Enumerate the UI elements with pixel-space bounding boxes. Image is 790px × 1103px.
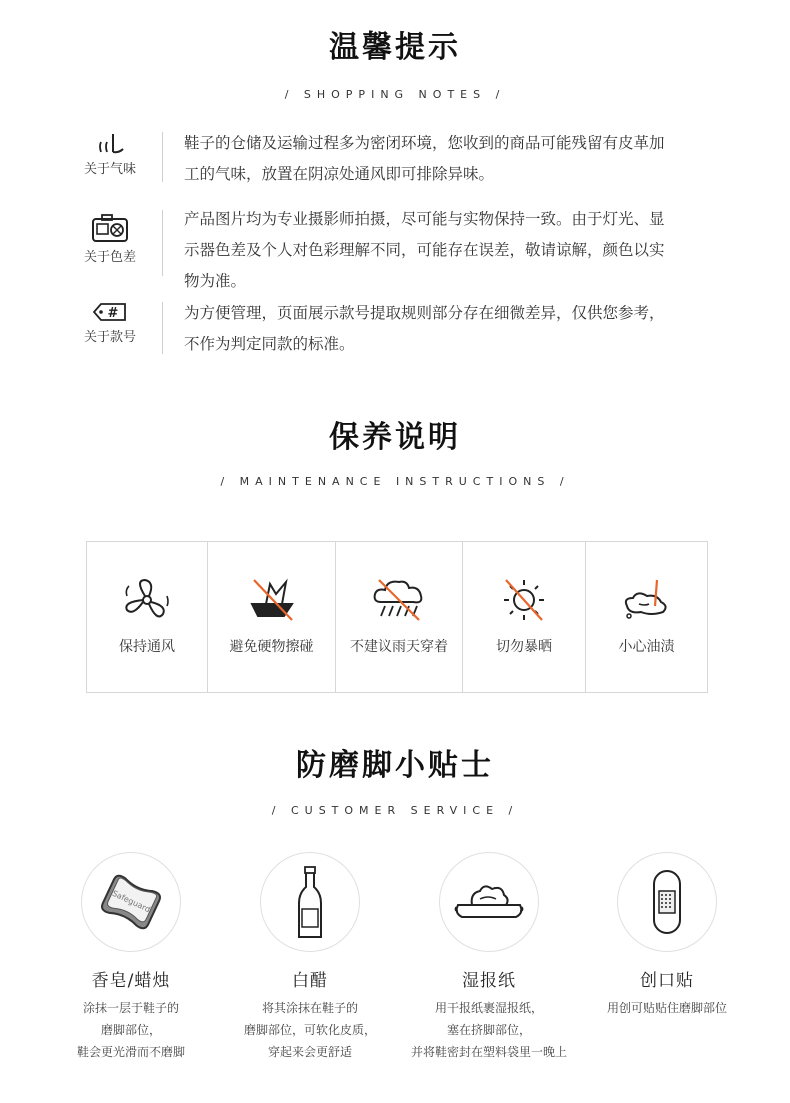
soap-icon (82, 853, 180, 951)
tip-desc: 将其涂抹在鞋子的 磨脚部位，可软化皮质， 穿起来会更舒适 (243, 1001, 376, 1059)
care-item-no-rain (336, 542, 463, 692)
note-label: 关于款号 (83, 330, 136, 345)
no-sun-icon (498, 576, 550, 624)
divider (162, 210, 163, 276)
tag-hash-text: # (107, 306, 119, 321)
fan-icon (121, 576, 173, 624)
note-label: 关于色差 (83, 250, 136, 265)
care-item-oil-stain (586, 542, 707, 692)
wet-paper-icon (440, 853, 538, 951)
tip-vinegar (210, 852, 410, 1063)
tips-subtitle: / CUSTOMER SERVICE / (271, 804, 519, 817)
tip-icon-circle (439, 852, 539, 952)
tip-wet-paper (389, 852, 589, 1063)
care-item-no-collision (208, 542, 336, 692)
oil-stain-icon (621, 576, 673, 624)
note-line: 工的气味，放置在阴凉处通风即可排除异味。 (184, 165, 495, 183)
tip-desc: 用干报纸裹湿报纸， 塞在挤脚部位， 并将鞋密封在塑料袋里一晚上 (410, 1001, 567, 1059)
care-label: 切勿暴晒 (496, 639, 552, 655)
care-label: 不建议雨天穿着 (350, 639, 448, 655)
divider (162, 132, 163, 182)
note-text (184, 128, 734, 190)
note-color (70, 208, 750, 288)
no-collision-icon (246, 576, 298, 624)
tip-desc: 用创可贴贴住磨脚部位 (606, 1001, 727, 1015)
soap-brand-text: Safeguard (110, 888, 152, 915)
care-label: 保持通风 (119, 639, 175, 655)
notes-title: 温馨提示 (329, 30, 461, 65)
camera-icon (70, 212, 150, 265)
tip-name: 白醋 (292, 971, 328, 991)
note-text (184, 298, 734, 360)
tip-icon-circle (81, 852, 181, 952)
tips-title: 防磨脚小贴士 (296, 748, 494, 783)
tip-desc: 涂抹一层于鞋子的 磨脚部位， 鞋会更光滑而不磨脚 (76, 1001, 185, 1059)
care-label: 避免硬物擦碰 (229, 639, 314, 655)
note-line: 为方便管理，页面展示款号提取规则部分存在细微差异，仅供您参考， (184, 304, 665, 322)
bandage-icon (618, 853, 716, 951)
care-item-ventilation (87, 542, 208, 692)
care-subtitle: / MAINTENANCE INSTRUCTIONS / (220, 475, 570, 488)
note-line: 产品图片均为专业摄影师拍摄，尽可能与实物保持一致。由于灯光、显 (184, 210, 665, 228)
tip-name: 创口贴 (640, 971, 694, 991)
tip-name: 湿报纸 (462, 971, 516, 991)
no-rain-icon (371, 576, 427, 624)
tip-icon-circle (617, 852, 717, 952)
note-line: 示器色差及个人对色彩理解不同，可能存在误差，敬请谅解，颜色以实 (184, 241, 665, 259)
note-line: 物为准。 (184, 272, 247, 290)
note-smell (70, 130, 750, 190)
tip-name: 香皂/蜡烛 (91, 971, 171, 991)
tag-icon (70, 302, 150, 345)
note-label: 关于气味 (83, 162, 136, 177)
tip-soap (31, 852, 231, 1063)
divider (162, 302, 163, 354)
tip-icon-circle (260, 852, 360, 952)
care-grid (86, 541, 708, 693)
notes-subtitle: / SHOPPING NOTES / (284, 88, 506, 101)
care-item-no-sun (463, 542, 586, 692)
note-text (184, 204, 734, 297)
note-line: 不作为判定同款的标准。 (184, 335, 355, 353)
care-label: 小心油渍 (618, 639, 675, 655)
note-style-number (70, 300, 750, 360)
tip-bandage (567, 852, 767, 1019)
note-line: 鞋子的仓储及运输过程多为密闭环境，您收到的商品可能残留有皮革加 (184, 134, 665, 152)
smell-icon (70, 130, 150, 177)
care-title: 保养说明 (329, 420, 461, 455)
vinegar-bottle-icon (261, 853, 359, 951)
